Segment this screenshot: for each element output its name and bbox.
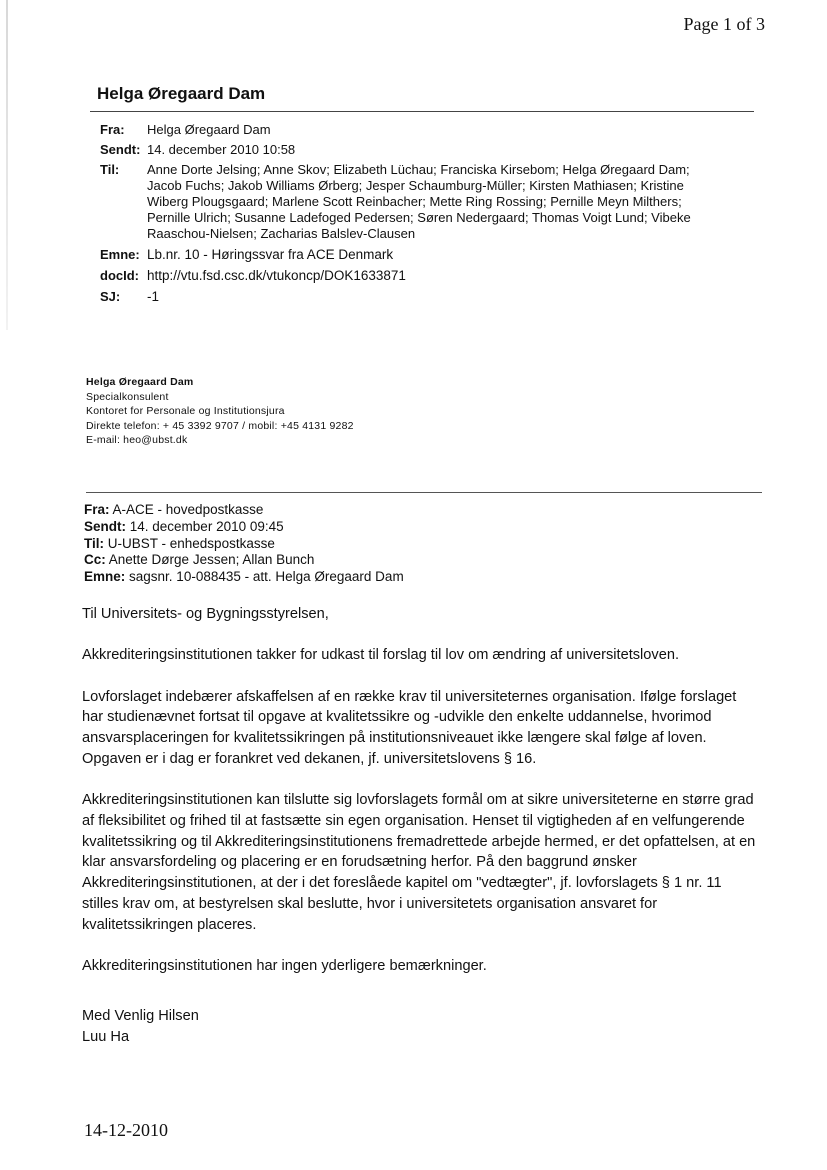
to-recipients-line: Anne Dorte Jelsing; Anne Skov; Elizabeth Lüchau; Franciska Kirsebom; Helga Øregaard Dam; <box>147 162 690 177</box>
fwd-to-row <box>84 536 404 553</box>
to-recipients <box>147 162 745 242</box>
to-recipients-line: Raaschou-Nielsen; Zacharias Balslev-Clausen <box>147 226 416 241</box>
letter-paragraph: Akkrediteringsinstitutionen takker for udkast til forslag til lov om ændring af universitetsloven. <box>82 647 679 664</box>
to-label: Til: <box>100 162 120 177</box>
fwd-to-label: Til: <box>84 535 104 551</box>
sent-label: Sendt: <box>100 142 141 157</box>
page-number: Page 1 of 3 <box>683 14 765 34</box>
fwd-subject-row <box>84 569 404 586</box>
closing-salutation: Med Venlig Hilsen <box>82 1008 199 1024</box>
fwd-from-label: Fra: <box>84 502 110 517</box>
email-header-forwarded <box>84 502 404 586</box>
header-to-row <box>100 162 745 242</box>
sender-title: Helga Øregaard Dam <box>97 84 266 103</box>
forward-divider <box>86 492 762 493</box>
subject-label: Emne: <box>100 247 140 262</box>
sent-value: 14. december 2010 10:58 <box>147 142 296 157</box>
closing-name: Luu Ha <box>82 1028 130 1045</box>
header-sent-row <box>100 142 745 158</box>
fwd-subject-value: sagsnr. 10-088435 - att. Helga Øregaard Dam <box>129 569 404 585</box>
signature-block <box>86 375 354 448</box>
signature-office: Kontoret for Personale og Institutionsjura <box>86 405 285 417</box>
to-recipients-line: Pernille Ulrich; Susanne Ladefoged Pedersen; Søren Nedergaard; Thomas Voigt Lund; Vibeke <box>147 210 691 225</box>
sj-label: SJ: <box>100 289 121 304</box>
signature-phone: Direkte telefon: + 45 3392 9707 / mobil: +45 4131 9282 <box>86 419 354 432</box>
fwd-cc-label: Cc: <box>84 552 106 568</box>
fwd-sent-value: 14. december 2010 09:45 <box>129 518 284 534</box>
from-label: Fra: <box>100 122 125 137</box>
docid-value: http://vtu.fsd.csc.dk/vtukoncp/DOK1633871 <box>147 268 406 283</box>
letter-greeting: Til Universitets- og Bygningsstyrelsen, <box>82 606 329 622</box>
subject-value: Lb.nr. 10 - Høringssvar fra ACE Denmark <box>147 247 394 262</box>
letter-body <box>82 604 757 997</box>
signature-title: Specialkonsulent <box>86 390 169 403</box>
footer-date: 14-12-2010 <box>84 1120 168 1140</box>
fwd-from-value: A-ACE - hovedpostkasse <box>112 502 264 517</box>
fwd-from-row <box>84 502 404 519</box>
docid-label: docId: <box>100 268 139 283</box>
to-recipients-line: Wiberg Plougsgaard; Marlene Scott Reinbacher; Mette Ring Rossing; Pernille Meyn Milthers; <box>147 194 682 209</box>
header-subject-row <box>100 247 745 263</box>
fwd-subject-label: Emne: <box>84 569 126 585</box>
fwd-sent-label: Sendt: <box>84 518 126 534</box>
signature-name: Helga Øregaard Dam <box>86 376 194 388</box>
signature-email: E-mail: heo@ubst.dk <box>86 434 188 446</box>
letter-paragraph: Akkrediteringsinstitutionen kan tilslutte sig lovforslagets formål om at sikre universiteterne en større grad af fleksibilitet og frihed til at fastsætte sin egen organisation. Henset til vigtigheden af en velfungerende kvalitetssikring og til Akkrediteringsinstitutionens fremadrettede arbejde hermed, er det opfattelsen, at en klar ansvarsfordeling og placering er en forudsætning herfor. På den baggrund ønsker Akkrediteringsinstitutionen, at der i det foreslåede kapitel om "vedtægter", jf. lovforslagets § 1 nr. 11 stilles krav om, at bestyrelsen skal beslutte, hvor i universitetets organisation ansvaret for kvalitetssikringen placeres. <box>82 792 756 933</box>
letter-closing <box>82 1006 199 1047</box>
sj-value: -1 <box>147 289 160 304</box>
header-from-row <box>100 122 745 138</box>
fwd-sent-row <box>84 519 404 536</box>
letter-paragraph: Akkrediteringsinstitutionen har ingen yderligere bemærkninger. <box>82 957 487 974</box>
header-divider <box>90 111 754 112</box>
from-value: Helga Øregaard Dam <box>147 122 271 137</box>
fwd-to-value: U-UBST - enhedspostkasse <box>107 535 275 551</box>
scan-edge-shadow <box>6 0 8 330</box>
fwd-cc-row <box>84 552 404 569</box>
email-header-primary <box>100 122 745 309</box>
fwd-cc-value: Anette Dørge Jessen; Allan Bunch <box>108 552 315 568</box>
header-sj-row <box>100 289 745 305</box>
letter-paragraph: Lovforslaget indebærer afskaffelsen af en række krav til universiteternes organisation. Ifølge forslaget har studienævnet fortsat til opgave at kvalitetssikre og -udvikle den enkelte uddannelse, hvorimod ansvarsplaceringen for kvalitetssikringen på institutionsniveauet ikke længere skal følge af loven. Opgaven er i dag er forankret ved dekanen, jf. universitetslovens § 16. <box>82 688 737 767</box>
header-docid-row <box>100 268 745 284</box>
to-recipients-line: Jacob Fuchs; Jakob Williams Ørberg; Jesper Schaumburg-Müller; Kirsten Mathiasen; Kristine <box>147 178 684 193</box>
